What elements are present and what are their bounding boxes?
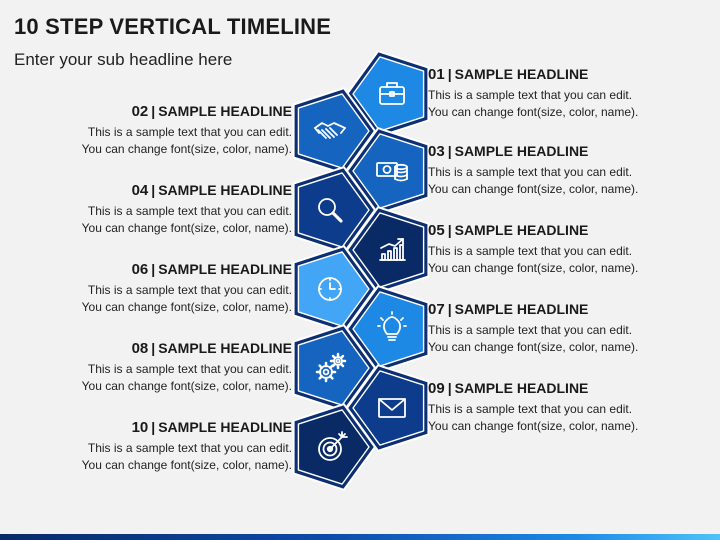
- step-text-line-2: You can change font(size, color, name).: [81, 142, 292, 156]
- step-headline-text: SAMPLE HEADLINE: [158, 103, 292, 119]
- step-headline: [52, 103, 292, 120]
- step-text-line-1: This is a sample text that you can edit.: [87, 125, 292, 139]
- step-01: [428, 66, 668, 121]
- step-headline-text: SAMPLE HEADLINE: [454, 222, 589, 238]
- step-text-line-2: You can change font(size, color, name).: [81, 300, 292, 314]
- step-text-line-1: This is a sample text that you can edit.: [87, 283, 292, 297]
- step-text-line-1: This is a sample text that you can edit.: [428, 88, 633, 102]
- step-08: [52, 340, 292, 395]
- step-text-line-2: You can change font(size, color, name).: [81, 221, 292, 235]
- step-separator: |: [151, 419, 156, 435]
- step-headline-text: SAMPLE HEADLINE: [158, 261, 292, 277]
- step-separator: |: [447, 380, 452, 396]
- step-text-line-2: You can change font(size, color, name).: [428, 419, 639, 433]
- step-number: 08: [131, 340, 149, 357]
- step-number: 01: [428, 66, 445, 83]
- step-text-line-2: You can change font(size, color, name).: [428, 182, 639, 196]
- step-headline-text: SAMPLE HEADLINE: [454, 380, 589, 396]
- step-separator: |: [447, 222, 452, 238]
- step-text-line-1: This is a sample text that you can edit.: [428, 244, 633, 258]
- step-headline-text: SAMPLE HEADLINE: [158, 419, 292, 435]
- step-headline: [52, 261, 292, 278]
- step-separator: |: [151, 182, 156, 198]
- step-number: 04: [131, 182, 149, 199]
- step-number: 05: [428, 222, 445, 239]
- step-text-line-2: You can change font(size, color, name).: [81, 379, 292, 393]
- step-separator: |: [151, 261, 156, 277]
- step-03: [428, 143, 668, 198]
- step-headline-text: SAMPLE HEADLINE: [454, 301, 589, 317]
- step-07: [428, 301, 668, 356]
- step-05: [428, 222, 668, 277]
- step-number: 07: [428, 301, 445, 318]
- step-headline: [428, 301, 668, 318]
- step-text-line-2: You can change font(size, color, name).: [428, 261, 639, 275]
- step-06: [52, 261, 292, 316]
- step-text-line-1: This is a sample text that you can edit.: [87, 441, 292, 455]
- step-number: 10: [131, 419, 149, 436]
- footer-bar: [0, 534, 720, 540]
- step-number: 02: [131, 103, 149, 120]
- step-separator: |: [151, 340, 156, 356]
- step-text-line-1: This is a sample text that you can edit.: [428, 165, 633, 179]
- step-text-line-1: This is a sample text that you can edit.: [87, 204, 292, 218]
- step-text-line-2: You can change font(size, color, name).: [428, 105, 639, 119]
- step-text-line-1: This is a sample text that you can edit.: [428, 402, 633, 416]
- step-headline: [428, 222, 668, 239]
- step-separator: |: [151, 103, 156, 119]
- step-number: 03: [428, 143, 445, 160]
- step-headline: [428, 380, 668, 397]
- page-title: 10 STEP VERTICAL TIMELINE: [14, 14, 332, 39]
- step-separator: |: [447, 301, 452, 317]
- step-headline: [52, 340, 292, 357]
- step-text-line-2: You can change font(size, color, name).: [81, 458, 292, 472]
- step-headline: [428, 66, 668, 83]
- step-text-line-2: You can change font(size, color, name).: [428, 340, 639, 354]
- step-separator: |: [447, 143, 452, 159]
- step-number: 06: [131, 261, 149, 278]
- step-text-line-1: This is a sample text that you can edit.: [428, 323, 633, 337]
- step-headline: [428, 143, 668, 160]
- step-separator: |: [447, 66, 452, 82]
- step-headline-text: SAMPLE HEADLINE: [158, 340, 292, 356]
- page-subtitle: Enter your sub headline here: [14, 50, 233, 69]
- step-number: 09: [428, 380, 445, 397]
- step-09: [428, 380, 668, 435]
- step-text-line-1: This is a sample text that you can edit.: [87, 362, 292, 376]
- step-10: [52, 419, 292, 474]
- step-headline-text: SAMPLE HEADLINE: [454, 143, 589, 159]
- step-headline-text: SAMPLE HEADLINE: [158, 182, 292, 198]
- step-headline-text: SAMPLE HEADLINE: [454, 66, 589, 82]
- step-04: [52, 182, 292, 237]
- step-headline: [52, 419, 292, 436]
- step-headline: [52, 182, 292, 199]
- step-02: [52, 103, 292, 158]
